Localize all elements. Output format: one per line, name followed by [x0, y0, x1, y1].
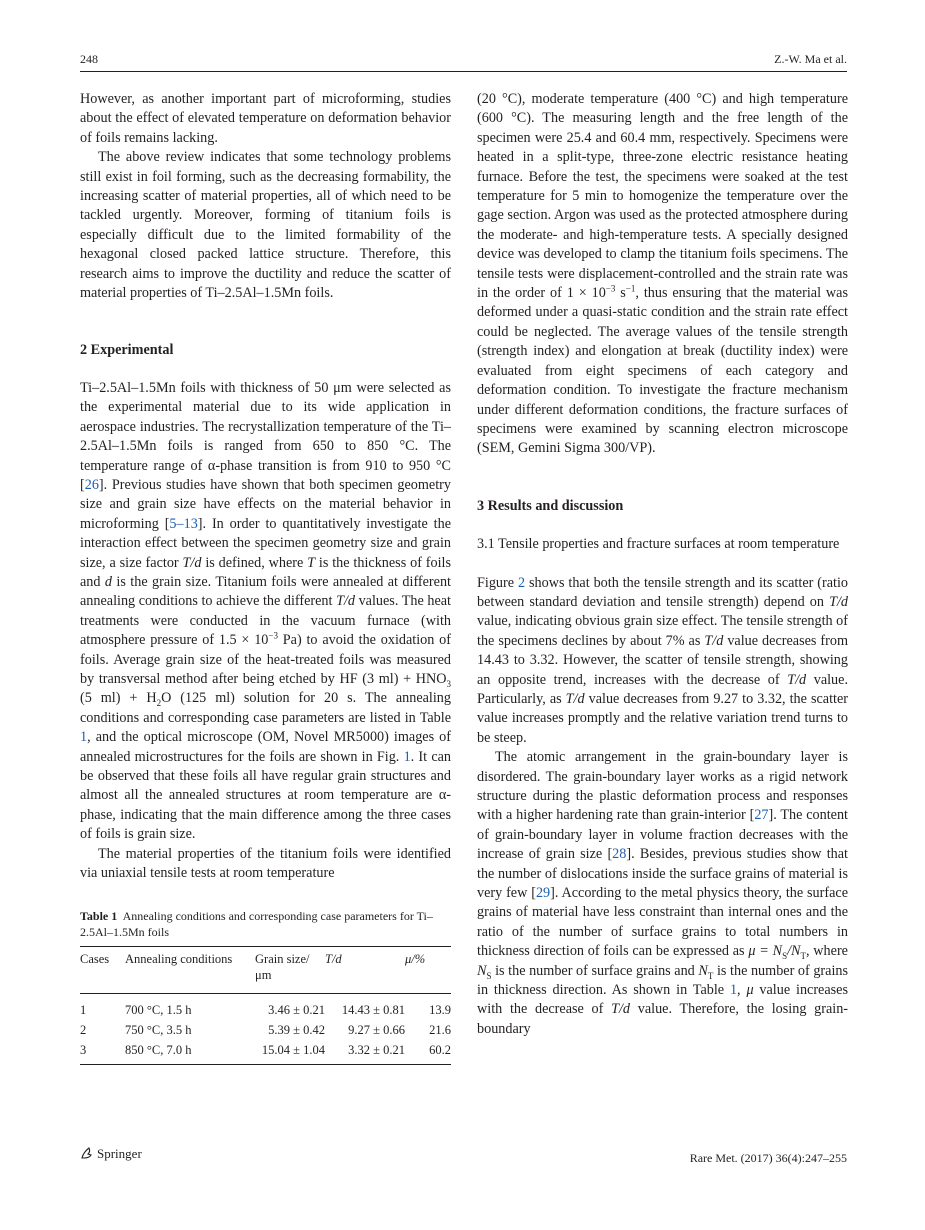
table-row: 1 700 °C, 1.5 h 3.46 ± 0.21 14.43 ± 0.81 13.9 — [80, 1003, 451, 1018]
paragraph: The material properties of the titanium foils were identified via uniaxial tensile tests at room temperature — [80, 845, 451, 882]
figure-link[interactable]: 1 — [403, 748, 411, 765]
table-link[interactable]: 1 — [80, 729, 88, 746]
publisher-logo: Springer — [80, 1146, 142, 1162]
springer-horse-icon — [80, 1146, 94, 1160]
paragraph: The atomic arrangement in the grain-boundary layer is disordered. The grain-boundary layer works as a rigid network structure during the plastic deformation process and responses with a higher hardening rate than grain-interior [27]. The content of grain-boundary layer in volume fraction decreases with the increase of grain size [28]. Besides, previous studies show that the number of dislocations inside the surface grains of material is very few [29]. According to the metal physics theory, the surface grains of material have less constraint than internal ones and the ratio of the number of surface grains to total numbers in thickness direction of foils can be expressed as $\mu = N_S/N_T$, where $N_S$ is the number of surface grains and $N_T$ is the number of grains in thickness direction. As shown in Table 1, μ value increases with the decrease of T/d value. Therefore, the losing grain-boundary — [477, 749, 849, 1037]
paragraph: Figure 2 shows that both the tensile strength and its scatter (ratio between standard deviation and tensile strength) depend on T/d value, indicating obvious grain size effect. The tensile strength of the specimens declines by about 7% as T/d value decreases from 14.43 to 3.32. However, the scatter of tensile strength, showing an opposite trend, increases with the decrease of T/d value. Particularly, as T/d value decreases from 9.27 to 3.32, the scatter value increases promptly and the relative variation trend turns to be steep. — [477, 574, 849, 746]
right-column — [477, 90, 848, 1039]
table-link[interactable]: 1 — [729, 982, 738, 999]
section-heading: 3 Results and discussion — [477, 497, 624, 514]
left-column — [80, 90, 451, 1065]
table-header-row: Cases Annealing conditions Grain size/μm T/d μ/% — [80, 947, 451, 994]
running-head-authors: Z.-W. Ma et al. — [774, 52, 847, 66]
paragraph: However, as another important part of microforming, studies about the effect of elevated temperature on deformation behavior of foils remains lacking. — [80, 91, 451, 146]
paragraph: The above review indicates that some technology problems still exist in foil forming, such as the decreasing formability, the increasing scatter of material properties, all of which need to be tackled urgently. Moreover, forming of titanium foils is especially difficult due to the limited formability of the hexagonal closed packed lattice structure. Therefore, this research aims to improve the ductility and reduce the scatter of material properties of Ti–2.5Al–1.5Mn foils. — [80, 149, 451, 302]
header-rule — [80, 71, 847, 72]
citation-link[interactable]: 28 — [612, 846, 627, 863]
table-caption: Table 1 Annealing conditions and corresponding case parameters for Ti–2.5Al–1.5Mn foils — [80, 909, 433, 939]
table-row: 2 750 °C, 3.5 h 5.39 ± 0.42 9.27 ± 0.66 21.6 — [80, 1023, 451, 1038]
subsection-heading: 3.1 Tensile properties and fracture surfaces at room temperature — [477, 536, 840, 553]
journal-citation: Rare Met. (2017) 36(4):247–255 — [689, 1151, 847, 1165]
page-number: 248 — [80, 52, 98, 66]
citation-link[interactable]: 29 — [535, 885, 551, 902]
table-annealing-conditions — [80, 946, 451, 1065]
citation-link[interactable]: 27 — [754, 807, 769, 824]
paragraph: Ti–2.5Al–1.5Mn foils with thickness of 50 μm were selected as the experimental material due to its wide application in aerospace industries. The recrystallization temperature of the Ti–2.5Al–1.5Mn foils is ranged from 650 to 850 °C. The temperature range of α-phase transition is from 910 to 950 °C [26]. Previous studies have shown that both specimen geometry size and grain size have effects on the material behavior in microforming [5–13]. In order to quantitatively investigate the interaction effect between the specimen geometry size and grain size, a size factor T/d is defined, where T is the thickness of foils and d is the grain size. Titanium foils were annealed at different annealing conditions to achieve the different T/d values. The heat treatments were conducted in the vacuum furnace (with atmosphere pressure of $1.5 \times 10^{-3}$ Pa) to avoid the oxidation of foils. Average grain size of the heat-treated foils was measured by transversal method after being etched by HF (3 $ml) + HNO_3$ (5 $ml) + H_2O$ (125 ml) solution for 20 s. The annealing conditions and corresponding case parameters are listed in Table 1, and the optical microscope (OM, Novel MR5000) images of annealed microstructures for the foils are shown in Fig. 1. It can be observed that these foils all have regular grain structures and almost all the annealed structures at room temperature are α-phase, indicating that the main difference among the three cases of foils is grain size. — [80, 379, 452, 843]
citation-link[interactable]: 5–13 — [169, 515, 198, 532]
figure-link[interactable]: 2 — [517, 574, 526, 591]
paragraph: (20 °C), moderate temperature (400 °C) and high temperature (600 °C). The measuring length and the free length of the specimen were 25.4 and 60.4 mm, respectively. Specimens were heated in a split-type, three-zone electric resistance heating furnace. Before the test, the specimens were soaked at the test temperature for 5 min to homogenize the temperature over the gage section. Argon was used as the protected atmosphere during the moderate- and high-temperature tests. A specially designed device was developed to clamp the titanium foils specimens. The tensile tests were displacement-controlled and the strain rate was in the order of $1 \times 10^{-3}$ $s^{-1}$, thus ensuring that the material was deformed under a quasi-static condition and the strain rate effect could be neglected. The average values of the tensile strength (strength index) and elongation at break (ductility index) were evaluated from eight specimens of each category and deformation condition. To investigate the fracture mechanism under different deformation conditions, the fracture surfaces of specimens were examined by scanning electron microscope (SEM, Gemini Sigma 300/VP). — [477, 91, 848, 457]
section-heading: 2 Experimental — [80, 342, 174, 359]
table-row: 3 850 °C, 7.0 h 15.04 ± 1.04 3.32 ± 0.21 60.2 — [80, 1040, 451, 1065]
citation-link[interactable]: 26 — [84, 476, 99, 493]
